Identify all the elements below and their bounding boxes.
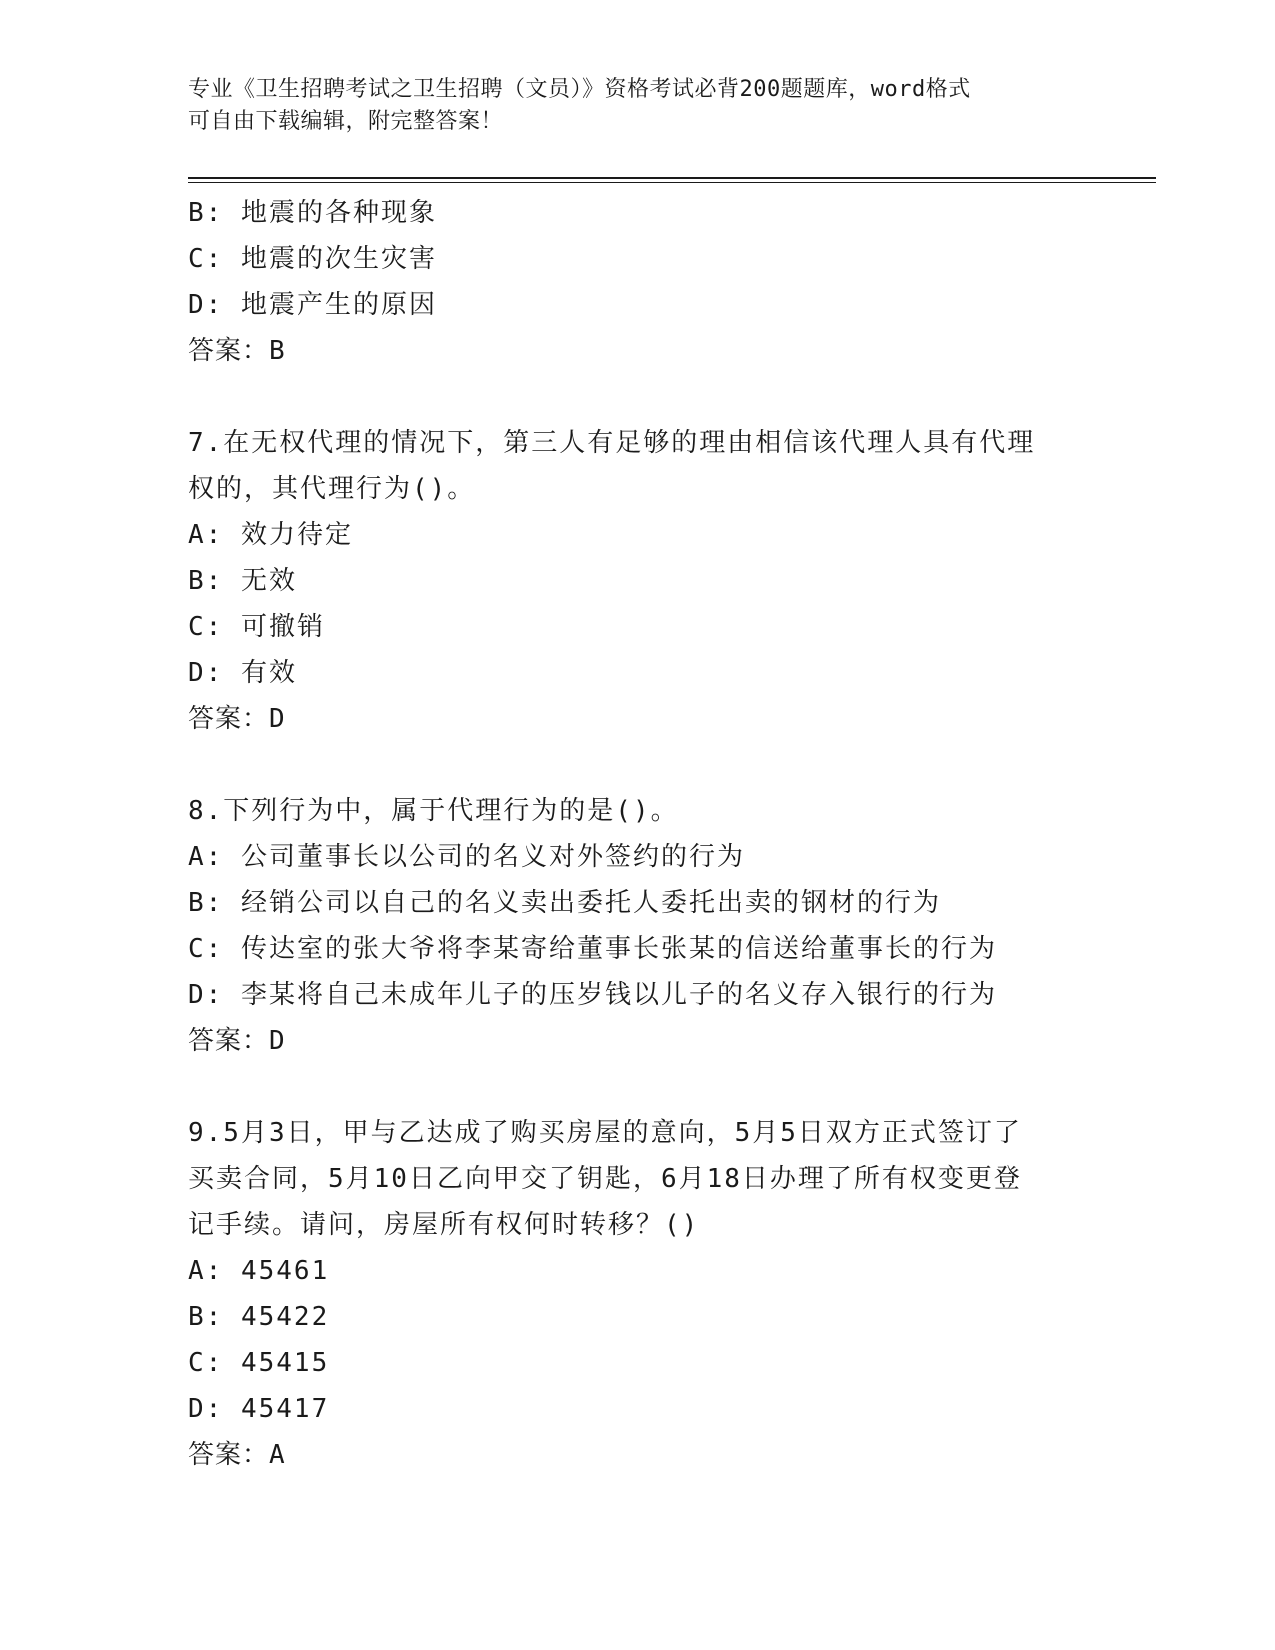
stem-line-2: 权的，其代理行为()。 bbox=[188, 474, 476, 504]
option-a: A: 公司董事长以公司的名义对外签约的行为 bbox=[188, 842, 745, 872]
question-stem bbox=[188, 788, 1088, 834]
option-c: C: 传达室的张大爷将李某寄给董事长张某的信送给董事长的行为 bbox=[188, 934, 997, 964]
header-divider bbox=[188, 177, 1156, 183]
header-line-1: 专业《卫生招聘考试之卫生招聘（文员）》资格考试必背200题题库，word格式 bbox=[188, 77, 971, 102]
option-d: D: 有效 bbox=[188, 658, 297, 688]
question-content bbox=[188, 190, 1088, 1478]
answer-line: 答案：D bbox=[188, 704, 286, 734]
option-a: A: 45461 bbox=[188, 1256, 330, 1286]
option-c: C: 可撤销 bbox=[188, 612, 325, 642]
question-stem bbox=[188, 420, 1088, 512]
option-b: B: 无效 bbox=[188, 566, 297, 596]
option-b: B: 经销公司以自己的名义卖出委托人委托出卖的钢材的行为 bbox=[188, 888, 941, 918]
answer-line: 答案：B bbox=[188, 336, 286, 366]
header-line-2: 可自由下载编辑，附完整答案！ bbox=[188, 109, 504, 134]
question-stem bbox=[188, 1110, 1088, 1248]
prev-question-block bbox=[188, 190, 1088, 374]
stem-line-1: 8.下列行为中，属于代理行为的是()。 bbox=[188, 796, 679, 826]
answer-line: 答案：D bbox=[188, 1026, 286, 1056]
option-d: D: 李某将自己未成年儿子的压岁钱以儿子的名义存入银行的行为 bbox=[188, 980, 997, 1010]
question-7 bbox=[188, 420, 1088, 742]
stem-line-1: 7.在无权代理的情况下，第三人有足够的理由相信该代理人具有代理 bbox=[188, 428, 1036, 458]
option-b: B: 地震的各种现象 bbox=[188, 198, 437, 228]
question-8 bbox=[188, 788, 1088, 1064]
question-9 bbox=[188, 1110, 1088, 1478]
option-c: C: 地震的次生灾害 bbox=[188, 244, 437, 274]
option-a: A: 效力待定 bbox=[188, 520, 353, 550]
option-d: D: 45417 bbox=[188, 1394, 330, 1424]
stem-line-1: 9.5月3日，甲与乙达成了购买房屋的意向，5月5日双方正式签订了 bbox=[188, 1118, 1022, 1148]
option-b: B: 45422 bbox=[188, 1302, 330, 1332]
answer-line: 答案：A bbox=[188, 1440, 286, 1470]
stem-line-3: 记手续。请问，房屋所有权何时转移？() bbox=[188, 1210, 700, 1240]
document-header bbox=[188, 74, 1088, 138]
option-c: C: 45415 bbox=[188, 1348, 330, 1378]
stem-line-2: 买卖合同，5月10日乙向甲交了钥匙，6月18日办理了所有权变更登 bbox=[188, 1164, 1022, 1194]
option-d: D: 地震产生的原因 bbox=[188, 290, 437, 320]
